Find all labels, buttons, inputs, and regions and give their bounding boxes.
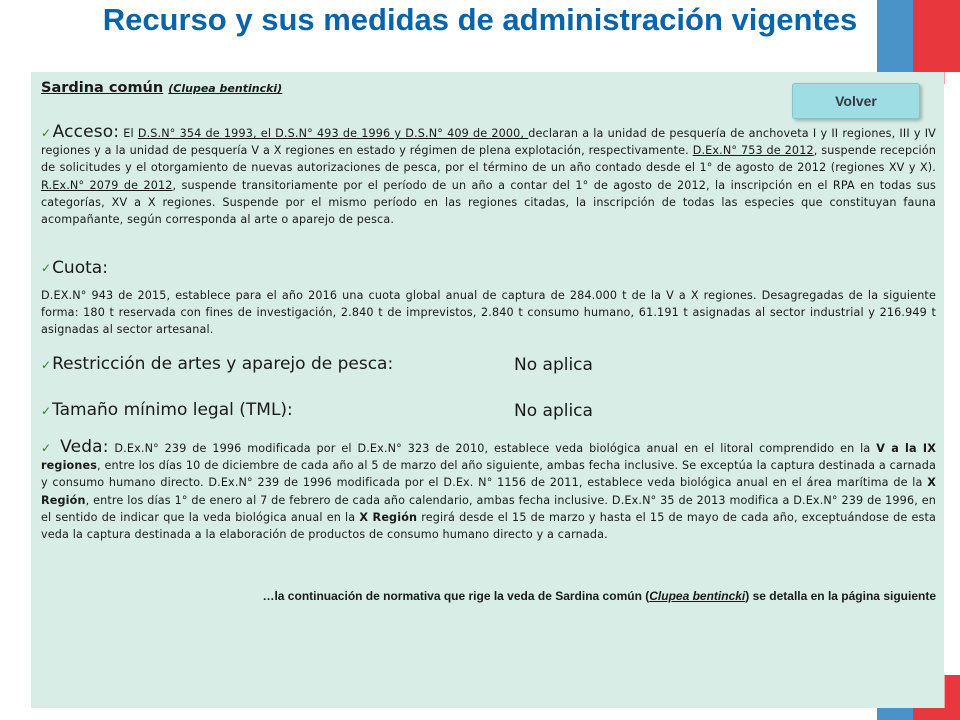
species-scientific-name: (Clupea bentincki) — [168, 82, 283, 95]
section-restriccion — [41, 353, 936, 376]
deco-top-red — [913, 0, 960, 72]
acceso-decree-2: D.Ex.N° 753 de 2012 — [692, 144, 814, 158]
footnote-scientific-name: Clupea bentincki — [649, 589, 746, 603]
veda-label: Veda: — [60, 437, 109, 457]
cuota-label: Cuota: — [52, 258, 108, 278]
restriccion-label: Restricción de artes y aparejo de pesca: — [52, 354, 394, 374]
check-icon: ✓ — [41, 261, 52, 275]
volver-button[interactable]: Volver — [792, 83, 920, 119]
section-tml — [41, 399, 936, 422]
check-icon: ✓ — [41, 358, 52, 372]
section-veda: ✓ Veda: D.Ex.N° 239 de 1996 modificada por el D.Ex.N° 323 de 2010, establece veda biológica anual en el litoral comprendido en la V a la IX regiones, entre los días 10 de diciembre de cada año al 5 de marzo del año siguiente, ambas fecha inclusive. Se exceptúa la captura destinada a carnada y consumo humano directo. D.Ex.N° 239 de 1996 modificada por el D.Ex. N° 1156 de 2011, establece veda biológica anual en el área marítima de la X Región, entre los días 1° de enero al 7 de febrero de cada año calendario, ambas fecha inclusive. D.Ex.N° 35 de 2013 modifica a D.Ex.N° 239 de 1996, en el sentido de indicar que la veda biológica anual en la X Región regirá desde el 15 de marzo y hasta el 15 de mayo de cada año, exceptuándose de esta veda la captura destinada a la elaboración de productos de consumo humano directo y a carnada. — [41, 437, 936, 542]
species-common-name: Sardina común — [41, 80, 164, 96]
acceso-label: Acceso: — [52, 122, 120, 142]
content-panel — [31, 72, 944, 708]
page-title: Recurso y sus medidas de administración vigentes — [102, 2, 858, 37]
section-acceso: ✓Acceso: El D.S.N° 354 de 1993, el D.S.N° 493 de 1996 y D.S.N° 409 de 2000, declaran a la unidad de pesquería de anchoveta I y II regiones, III y IV regiones y a la unidad de pesquería V a X regiones en estado y régimen de plena explotación, respectivamente. D.Ex.N° 753 de 2012, suspende recepción de solicitudes y el otorgamiento de nuevas autorizaciones de pesca, por el término de un año contado desde el 1° de agosto de 2012 (regiones XV y X). R.Ex.N° 2079 de 2012, suspende transitoriamente por el período de un año a contar del 1° de agosto de 2012, la inscripción en el RPA en todas sus categorías, XV a X regiones. Suspende por el mismo período en las regiones citadas, la inscripción de todas las especies que constituyan fauna acompañante, según corresponda al arte o aparejo de pesca. — [41, 122, 936, 227]
section-cuota — [41, 257, 936, 339]
footnote: …la continuación de normativa que rige la veda de Sardina común (Clupea bentincki) se detalla en la página siguiente — [262, 589, 936, 603]
check-icon: ✓ — [41, 126, 52, 140]
check-icon: ✓ — [41, 441, 54, 455]
tml-value: No aplica — [514, 400, 593, 421]
tml-label: Tamaño mínimo legal (TML): — [52, 400, 293, 420]
restriccion-value: No aplica — [514, 354, 593, 375]
check-icon: ✓ — [41, 404, 52, 418]
cuota-text: D.EX.N° 943 de 2015, establece para el año 2016 una cuota global anual de captura de 284.000 t de la V a X regiones. Desagregadas de la siguiente forma: 180 t reservada con fines de investigación, 2.840 t de imprevistos, 2.840 t consumo humano, 61.191 t asignadas al sector industrial y 216.949 t asignadas al sector artesanal. — [41, 289, 936, 337]
acceso-decree-link: D.S.N° 354 de 1993, el D.S.N° 493 de 1996 y D.S.N° 409 de 2000, — [137, 127, 529, 140]
acceso-decree-3: R.Ex.N° 2079 de 2012 — [41, 178, 173, 192]
